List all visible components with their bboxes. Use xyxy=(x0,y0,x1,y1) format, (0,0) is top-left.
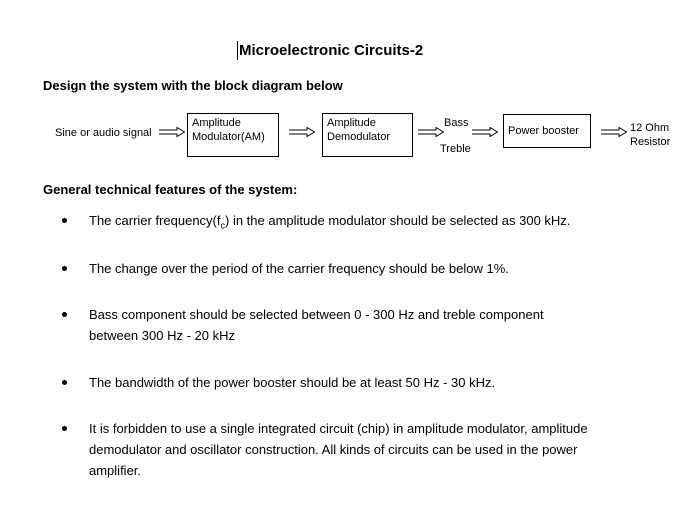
bullet-icon xyxy=(62,218,67,223)
arrow-icon xyxy=(472,127,498,137)
features-heading: General technical features of the system: xyxy=(43,182,298,197)
arrow-icon xyxy=(289,127,315,137)
arrow-icon xyxy=(418,127,444,137)
treble-label: Treble xyxy=(440,143,471,155)
block-diagram xyxy=(0,0,700,175)
block-label-line1: Amplitude xyxy=(327,117,376,129)
bullet-icon xyxy=(62,266,67,271)
input-signal-label: Sine or audio signal xyxy=(55,127,152,139)
power-booster-block xyxy=(503,114,591,148)
arrow-icon xyxy=(601,127,627,137)
block-label-line2: Modulator(AM) xyxy=(192,131,265,143)
output-load-label xyxy=(630,121,670,149)
list-item: Bass component should be selected between 0 - 300 Hz and treble component between 300 Hz - 20 kHz xyxy=(62,304,642,346)
block-label-line2: Demodulator xyxy=(327,131,390,143)
list-item: The change over the period of the carrier frequency should be below 1%. xyxy=(62,258,642,279)
list-item: It is forbidden to use a single integrated circuit (chip) in amplitude modulator, amplitude demodulator and oscillator construction. All kinds of circuits can be used in the power amplifier. xyxy=(62,418,642,481)
arrow-icon xyxy=(159,127,185,137)
bullet-icon xyxy=(62,312,67,317)
document-title: Microelectronic Circuits-2 xyxy=(239,42,424,59)
bullet-icon xyxy=(62,380,67,385)
list-item: The carrier $frequency(f_c)$ in the amplitude modulator should be selected as 300 kHz. xyxy=(62,210,642,237)
block-label-line1: Power booster xyxy=(508,125,579,137)
block-label-line1: Amplitude xyxy=(192,117,241,129)
output-label-line1: 12 Ohm xyxy=(630,122,670,134)
output-label-line2: Resistor xyxy=(630,136,671,148)
list-item: The bandwidth of the power booster should be at least 50 Hz - 30 kHz. xyxy=(62,372,642,393)
design-heading: Design the system with the block diagram below xyxy=(43,78,343,93)
bass-label: Bass xyxy=(444,117,469,129)
bullet-icon xyxy=(62,426,67,431)
amplitude-demodulator-block xyxy=(322,113,413,157)
amplitude-modulator-block xyxy=(187,113,279,157)
